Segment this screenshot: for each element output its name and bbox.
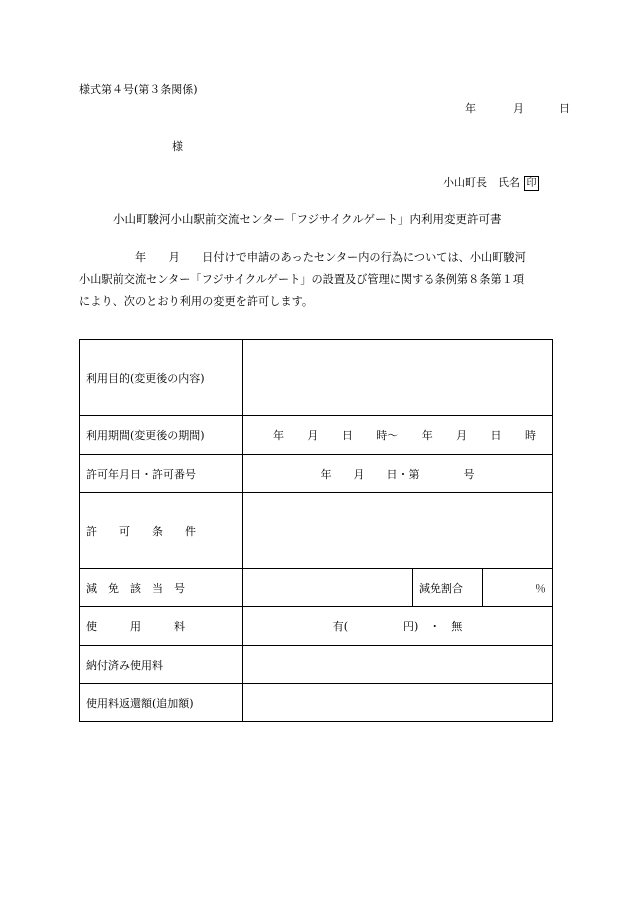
period-start-hour: 時～ [376,429,399,442]
body-line-2: 小山駅前交流センター「フジサイクルゲート」の設置及び管理に関する条例第８条第１項 [79,273,525,286]
period-end-month: 月 [456,429,468,442]
body-line-1: 年 月 日付けで申請のあったセンター内の行為については、小山町駿河 [135,251,526,264]
purpose-label: 利用目的(変更後の内容) [80,340,243,416]
refund-label: 使用料返還額(追加額) [80,684,243,722]
date-day: 日 [559,102,570,115]
issue-date [465,100,570,116]
condition-label: 許 可 条 件 [80,493,243,569]
period-field[interactable] [243,416,553,455]
form-number: 様式第４号(第３条関係) [79,83,198,96]
refund-field[interactable] [243,684,553,722]
percent-unit: ％ [535,581,547,595]
issuer [443,174,539,191]
exemption-rate-label: 減免割合 [413,569,483,607]
exemption-label: 減 免 該 当 号 [80,569,243,607]
period-start-day: 日 [341,429,353,442]
fee-field[interactable]: 有( 円) ・ 無 [243,607,553,646]
purpose-field[interactable] [243,340,553,416]
permit-label: 許可年月日・許可番号 [80,455,243,493]
exemption-rate-field[interactable] [483,569,553,607]
date-month: 月 [513,102,524,115]
date-year: 年 [465,102,476,115]
paid-fee-field[interactable] [243,646,553,684]
paid-fee-label: 納付済み使用料 [80,646,243,684]
period-start-year: 年 [273,429,284,442]
permit-table [79,339,553,722]
permit-field[interactable]: 年 月 日・第 号 [243,455,553,493]
period-end-year: 年 [421,429,433,442]
addressee: 様 [172,140,183,153]
period-label: 利用期間(変更後の期間) [80,416,243,455]
document-title: 小山町駿河小山駅前交流センター「フジサイクルゲート」内利用変更許可書 [113,212,502,226]
exemption-field[interactable] [243,569,413,607]
condition-field[interactable] [243,493,553,569]
period-end-day: 日 [490,429,502,442]
fee-label: 使 用 料 [80,607,243,646]
period-start-month: 月 [307,429,319,442]
seal-mark: 印 [524,176,539,191]
issuer-name: 小山町長 氏名 [443,176,520,189]
body-text [79,247,549,313]
period-end-hour: 時 [524,429,536,442]
body-line-3: により、次のとおり利用の変更を許可します。 [79,295,314,308]
